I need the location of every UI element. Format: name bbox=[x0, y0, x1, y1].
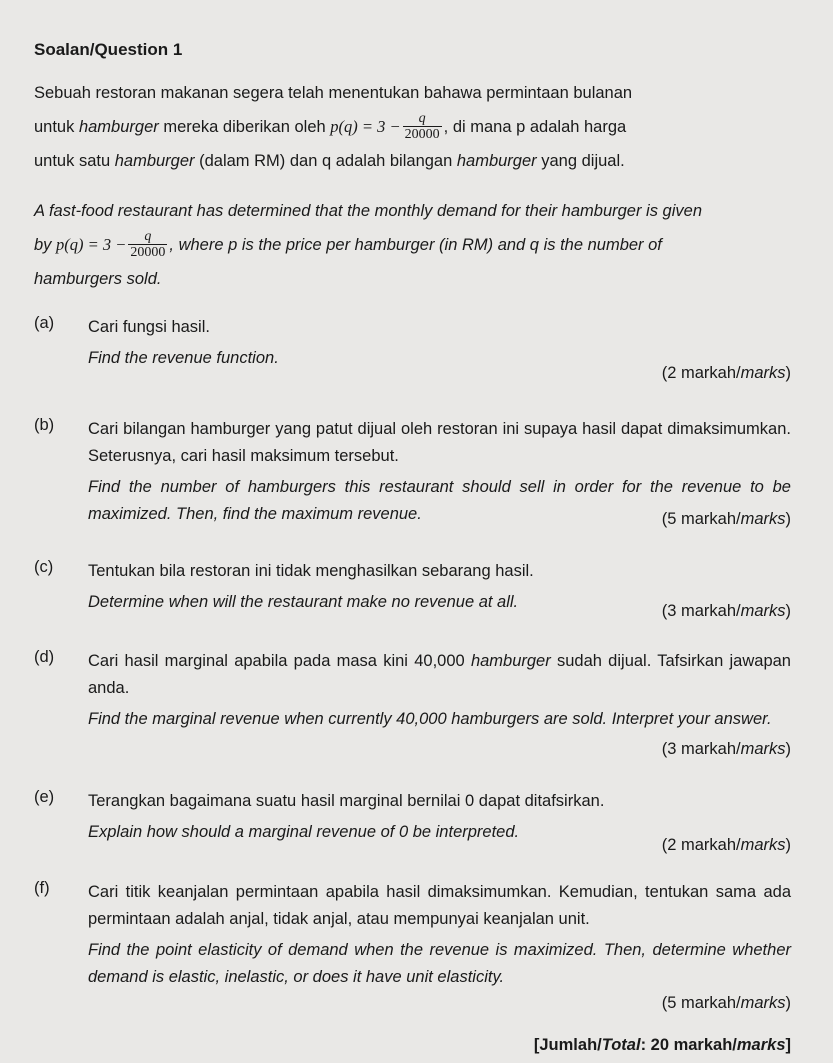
question-text-english: Find the point elasticity of demand when the revenue is maximized. Then, determine whether demand is elastic, inelastic, or does it have unit elasticity. bbox=[88, 941, 791, 986]
term-hamburger: hamburger bbox=[456, 152, 537, 170]
marks-text: (5 markah/ bbox=[661, 994, 741, 1012]
marks-text: ) bbox=[785, 740, 791, 758]
formula-fraction bbox=[128, 229, 167, 260]
formula-lhs: p(q) = 3 − bbox=[330, 117, 401, 136]
text: (dalam RM) dan q adalah bilangan bbox=[194, 152, 457, 170]
marks-text: ) bbox=[785, 510, 791, 528]
marks-text: (5 markah/ bbox=[661, 510, 741, 528]
text: by bbox=[34, 236, 57, 254]
question-label: (b) bbox=[34, 416, 55, 434]
question-text-english: Explain how should a marginal revenue of 0 be interpreted. bbox=[88, 823, 520, 841]
demand-formula bbox=[330, 110, 443, 142]
formula-denominator: 20000 bbox=[130, 244, 166, 260]
question-label: (a) bbox=[34, 314, 55, 332]
question-text-malay: Cari titik keanjalan permintaan apabila hasil dimaksimumkan. Kemudian, tentukan sama ada permintaan adalah anjal, tidak anjal, atau mempunyai keanjalan unit. bbox=[88, 883, 791, 928]
marks-text: marks bbox=[740, 510, 786, 528]
text: , di mana p adalah harga bbox=[443, 118, 627, 136]
total-text: Total bbox=[601, 1036, 641, 1054]
term-hamburger: hamburger bbox=[470, 652, 551, 670]
question-text-english: Determine when will the restaurant make no revenue at all. bbox=[88, 593, 519, 611]
marks-text: marks bbox=[740, 836, 786, 854]
text: Cari hasil marginal apabila pada masa kini 40,000 bbox=[88, 652, 471, 670]
question-d bbox=[34, 648, 791, 733]
total-text: ] bbox=[785, 1036, 791, 1054]
total-text: : 20 markah/ bbox=[640, 1036, 737, 1054]
question-text-malay: Cari fungsi hasil. bbox=[88, 318, 210, 336]
formula-numerator: q bbox=[144, 228, 152, 244]
marks-text: (3 markah/ bbox=[661, 602, 741, 620]
text: untuk bbox=[34, 118, 79, 136]
demand-formula bbox=[56, 228, 169, 260]
term-hamburger: hamburger bbox=[78, 118, 159, 136]
intro-en-line3: hamburgers sold. bbox=[34, 270, 162, 288]
question-text-english: Find the revenue function. bbox=[88, 349, 279, 367]
total-text: [Jumlah/ bbox=[533, 1036, 602, 1054]
marks-b bbox=[662, 510, 791, 529]
marks-text: marks bbox=[740, 602, 786, 620]
text: untuk satu bbox=[34, 152, 115, 170]
formula-numerator: q bbox=[418, 110, 426, 126]
text: sudah dijual. Tafsirkan jawapan anda. bbox=[88, 652, 791, 697]
intro-ms-line3 bbox=[34, 144, 791, 178]
marks-a bbox=[662, 364, 791, 383]
intro-en-line1: A fast-food restaurant has determined that the monthly demand for their hamburger is given bbox=[34, 202, 703, 220]
question-label: (d) bbox=[34, 648, 55, 666]
total-text: marks bbox=[736, 1036, 786, 1054]
intro-english bbox=[34, 194, 791, 296]
question-label: (c) bbox=[34, 558, 54, 576]
marks-text: ) bbox=[785, 602, 791, 620]
intro-en-line2 bbox=[34, 228, 791, 262]
formula-denominator: 20000 bbox=[404, 126, 440, 142]
question-text-english: Find the marginal revenue when currently 40,000 hamburgers are sold. Interpret your answer. bbox=[88, 710, 772, 728]
marks-d bbox=[662, 740, 791, 759]
question-text-malay bbox=[88, 648, 791, 702]
question-heading: Soalan/Question 1 bbox=[34, 40, 183, 59]
marks-text: (2 markah/ bbox=[661, 364, 741, 382]
formula-fraction bbox=[403, 111, 442, 142]
question-text-malay: Cari bilangan hamburger yang patut dijual oleh restoran ini supaya hasil dapat dimaksimumkan. Seterusnya, cari hasil maksimum tersebut. bbox=[88, 420, 791, 465]
question-text-malay: Terangkan bagaimana suatu hasil marginal bernilai 0 dapat ditafsirkan. bbox=[88, 792, 605, 810]
marks-text: (3 markah/ bbox=[661, 740, 741, 758]
marks-text: ) bbox=[785, 836, 791, 854]
marks-text: ) bbox=[785, 364, 791, 382]
marks-c bbox=[662, 602, 791, 621]
text: , where p is the price per hamburger (in RM) and q is the number of bbox=[169, 236, 662, 254]
question-text-english: Find the number of hamburgers this restaurant should sell in order for the revenue to be maximized. Then, find the maximum revenue. bbox=[88, 478, 791, 523]
question-f bbox=[34, 879, 791, 991]
marks-e bbox=[662, 836, 791, 855]
formula-lhs: p(q) = 3 − bbox=[56, 235, 127, 254]
marks-text: ) bbox=[785, 994, 791, 1012]
text: yang dijual. bbox=[536, 152, 625, 170]
marks-text: marks bbox=[740, 740, 786, 758]
term-hamburger: hamburger bbox=[114, 152, 195, 170]
marks-text: marks bbox=[740, 364, 786, 382]
marks-text: marks bbox=[740, 994, 786, 1012]
marks-f bbox=[662, 994, 791, 1013]
intro-ms-line2 bbox=[34, 110, 791, 144]
intro-ms-line1: Sebuah restoran makanan segera telah menentukan bahawa permintaan bulanan bbox=[34, 84, 633, 102]
question-label: (e) bbox=[34, 788, 55, 806]
text: mereka diberikan oleh bbox=[158, 118, 331, 136]
marks-text: (2 markah/ bbox=[661, 836, 741, 854]
question-text-malay: Tentukan bila restoran ini tidak menghasilkan sebarang hasil. bbox=[88, 562, 534, 580]
question-label: (f) bbox=[34, 879, 50, 897]
intro-malay bbox=[34, 76, 791, 178]
total-marks bbox=[534, 1036, 791, 1055]
